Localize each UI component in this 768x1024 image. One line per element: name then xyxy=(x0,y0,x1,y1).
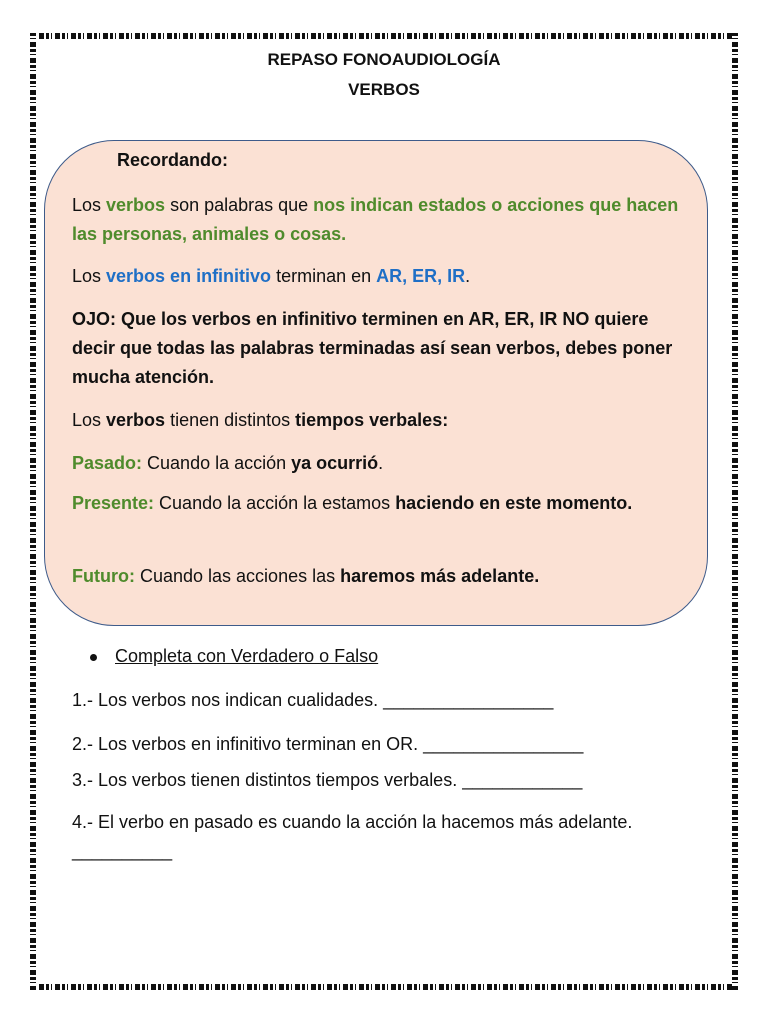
text-segment: Los xyxy=(72,410,107,430)
highlight-endings: AR, ER, IR xyxy=(376,266,466,286)
label-pasado: Pasado: xyxy=(72,453,143,473)
highlight-infinitive: verbos en infinitivo xyxy=(106,266,272,286)
question-4: 4.- El verbo en pasado es cuando la acción la hacemos más adelante. __________ xyxy=(72,812,633,861)
instruction-text: Completa con Verdadero o Falso xyxy=(115,646,379,666)
bold-segment: haremos más adelante. xyxy=(340,566,540,586)
border-right xyxy=(732,33,738,990)
tenses-paragraph xyxy=(72,406,682,435)
text-segment: Cuando la acción xyxy=(142,453,292,473)
bold-segment: haciendo en este momento. xyxy=(395,493,633,513)
page-title: REPASO FONOAUDIOLOGÍA xyxy=(267,50,501,69)
text-segment: son palabras que xyxy=(165,195,314,215)
highlight-definition: nos indican estados o acciones que hacen las personas, animales o cosas. xyxy=(72,195,679,244)
text-segment: Los xyxy=(72,195,107,215)
present-paragraph xyxy=(72,489,682,518)
question-2: 2.- Los verbos en infinitivo terminan en OR. ________________ xyxy=(72,734,584,754)
past-paragraph xyxy=(72,449,682,478)
border-top xyxy=(30,33,738,39)
highlight-verbos: verbos xyxy=(106,195,166,215)
bullet-icon xyxy=(90,654,97,661)
text-segment: Cuando la acción la estamos xyxy=(154,493,396,513)
bold-segment: ya ocurrió xyxy=(291,453,379,473)
bold-tiempos: tiempos verbales: xyxy=(295,410,449,430)
text-segment: Cuando las acciones las xyxy=(134,566,341,586)
border-bottom xyxy=(30,984,738,990)
exercise-instruction xyxy=(90,646,378,667)
future-paragraph xyxy=(72,562,682,591)
warning-paragraph: OJO: Que los verbos en infinitivo terminen en AR, ER, IR NO quiere decir que todas las palabras terminadas así sean verbos, debes poner mucha atención. xyxy=(72,309,673,387)
text-segment: . xyxy=(378,453,384,473)
border-left xyxy=(30,33,36,990)
definition-paragraph xyxy=(72,191,682,249)
bold-verbos: verbos xyxy=(106,410,166,430)
label-futuro: Futuro: xyxy=(72,566,135,586)
text-segment: . xyxy=(465,266,471,286)
label-presente: Presente: xyxy=(72,493,155,513)
text-segment: tienen distintos xyxy=(165,410,296,430)
infinitive-paragraph xyxy=(72,262,682,291)
question-3: 3.- Los verbos tienen distintos tiempos verbales. ____________ xyxy=(72,770,583,790)
text-segment: Los xyxy=(72,266,107,286)
text-segment: terminan en xyxy=(271,266,377,286)
question-1: 1.- Los verbos nos indican cualidades. _________________ xyxy=(72,690,554,710)
box-heading: Recordando: xyxy=(117,150,229,170)
page-subtitle: VERBOS xyxy=(348,80,420,99)
